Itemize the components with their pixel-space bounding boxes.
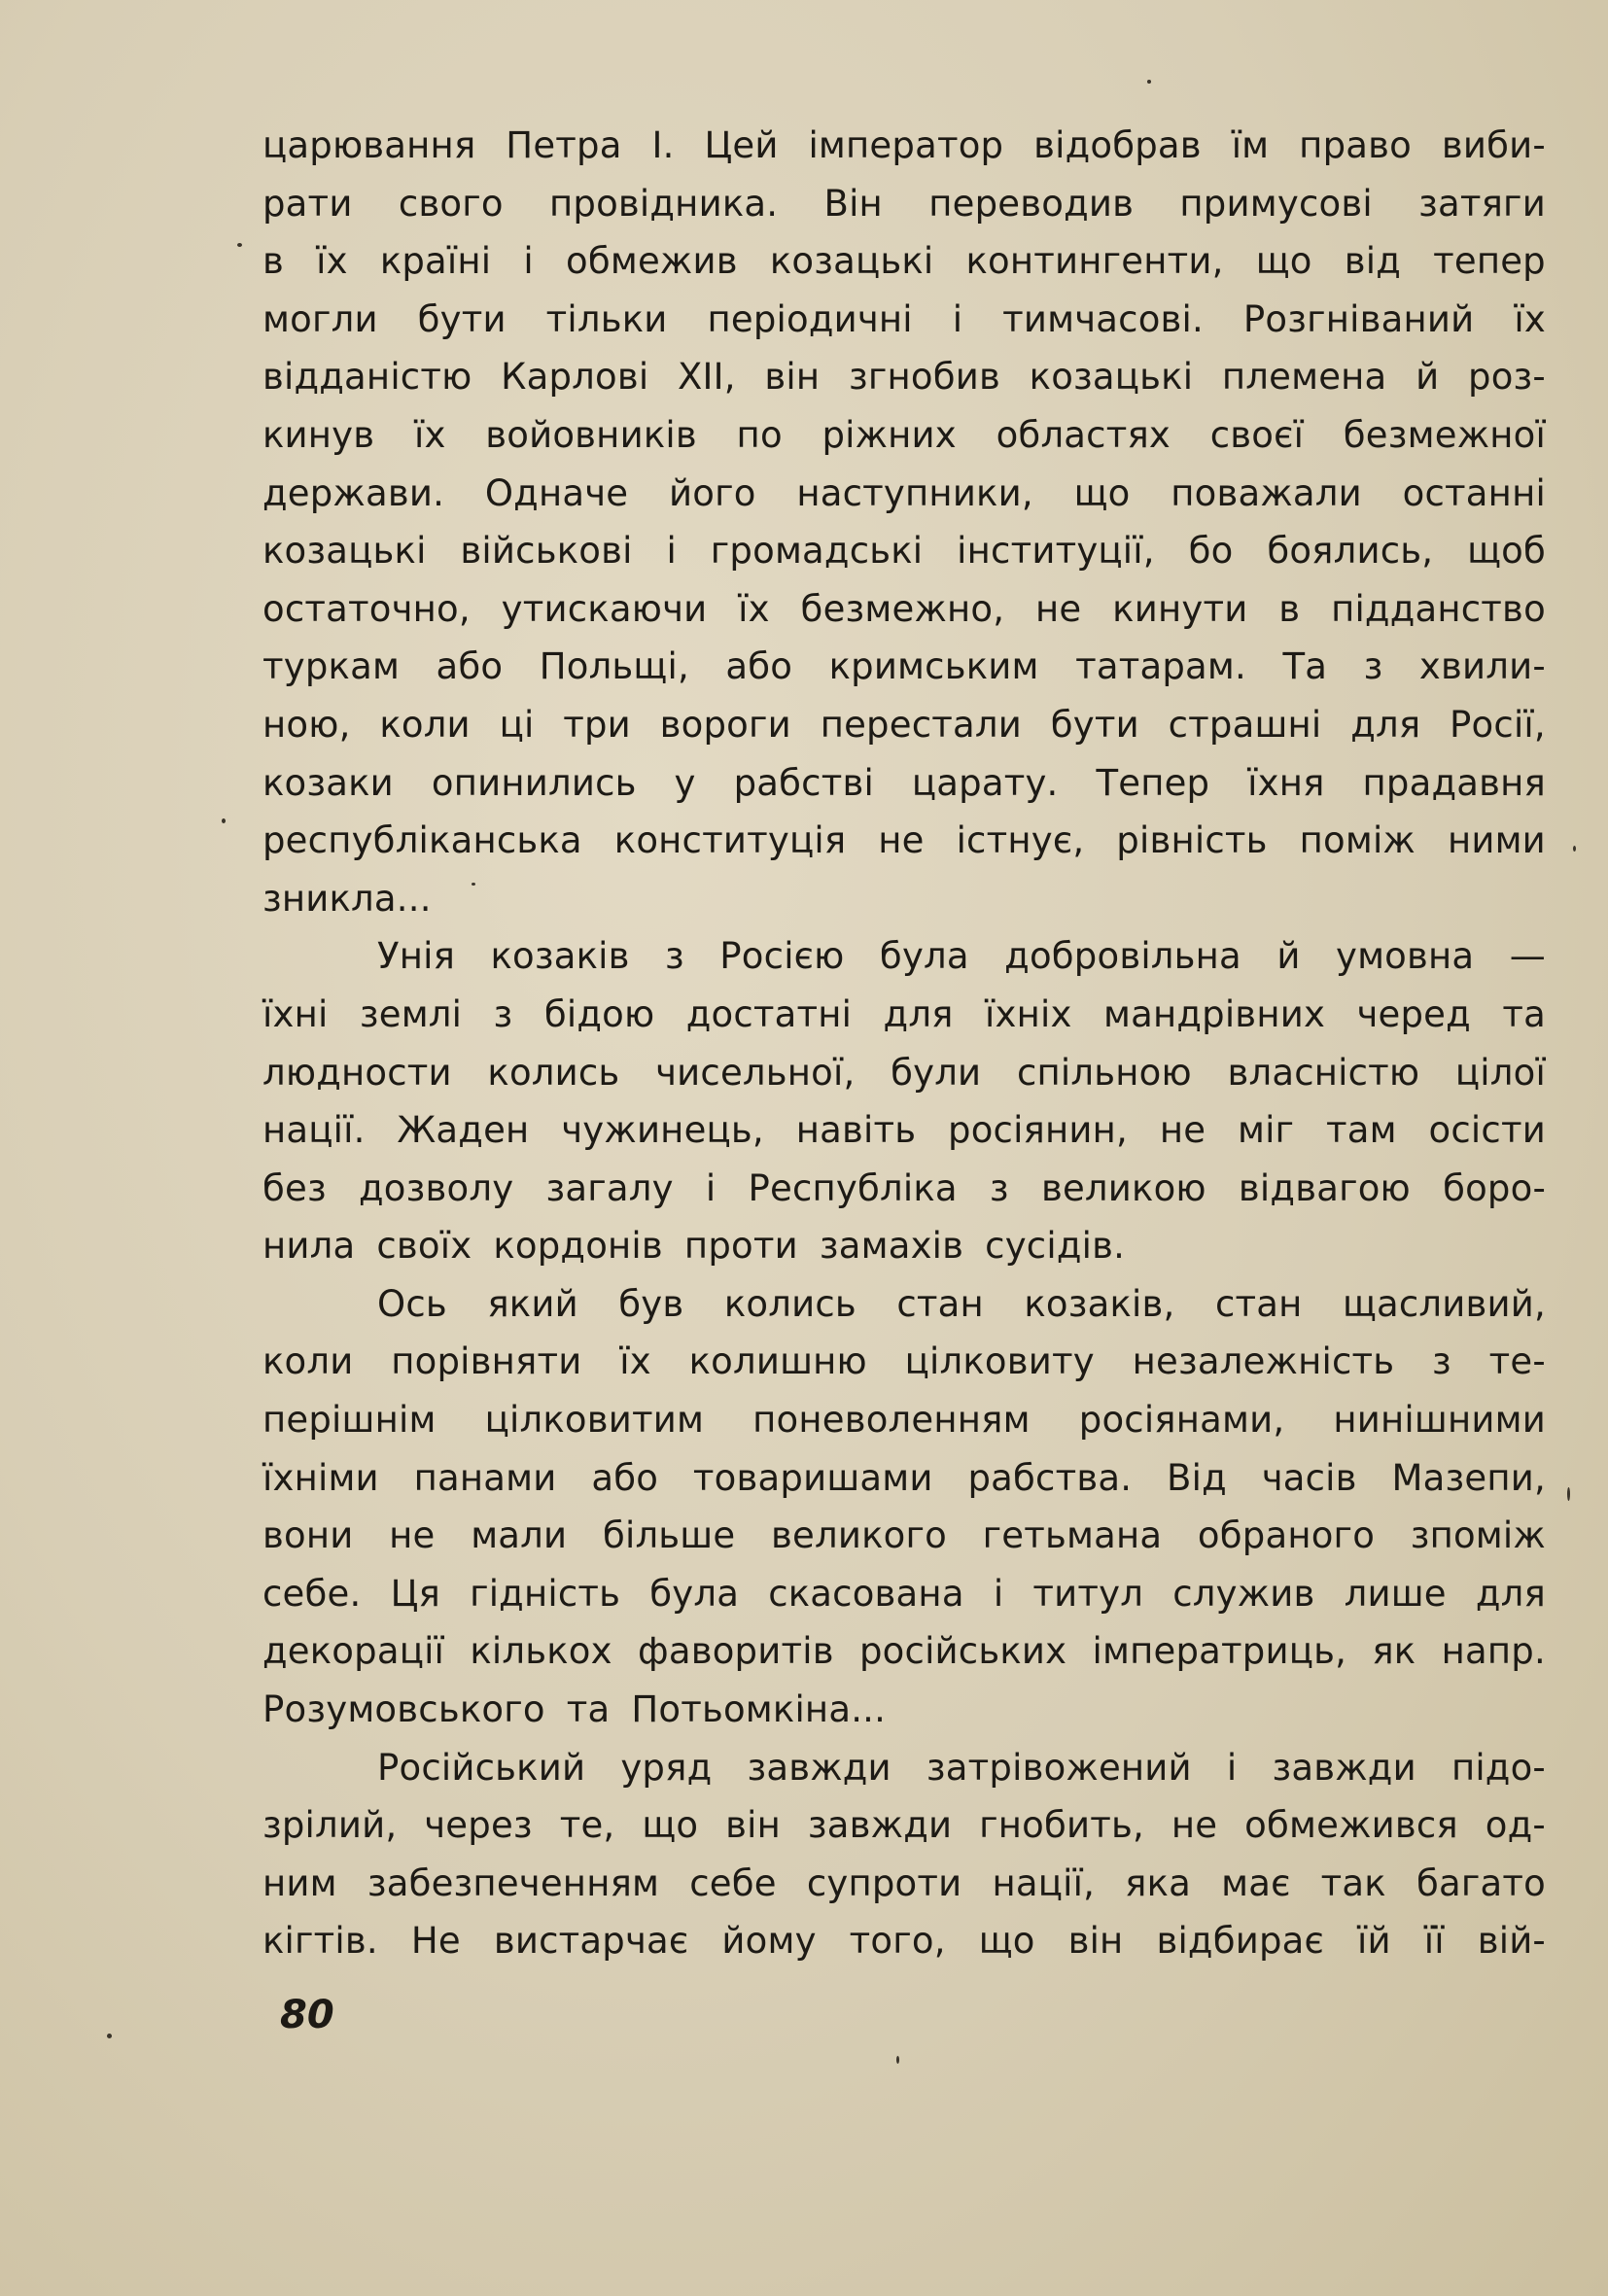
word: був [618,1282,684,1325]
word: або [591,1456,659,1499]
word: козацькі [1029,356,1194,399]
word: їх [316,240,348,283]
word: колись [487,1051,620,1094]
word: мандрівних [1102,992,1326,1035]
word: йому [721,1920,817,1963]
word: в [1278,587,1301,630]
word: бідою [543,992,655,1035]
word: їх [738,587,770,630]
word: колишню [688,1340,867,1383]
word: великого [771,1514,947,1557]
word: вони [262,1514,354,1557]
word: боро- [1443,1166,1546,1209]
word: бо [1188,530,1234,573]
word: утискаючи [501,587,708,630]
word: обмежив [565,240,738,283]
word: Від [1167,1456,1227,1499]
text-line [262,638,1546,696]
word: кігтів. [262,1920,378,1963]
word: цілковитим [484,1399,705,1442]
word: уряд [620,1746,713,1789]
word: козацькі [769,240,934,283]
word: мали [471,1514,568,1557]
word: громадські [710,530,924,573]
word: щасливий, [1342,1282,1546,1325]
word: гідність [470,1572,621,1615]
text-line [262,175,1546,233]
word: Та [1282,645,1328,688]
word: Ця [390,1572,440,1615]
text-line [262,1855,1546,1913]
word: примусові [1179,182,1373,225]
word: остаточно, [262,587,471,630]
word: або [436,645,504,688]
word: російських [859,1630,1067,1673]
print-speck [1147,80,1151,84]
word: того, [849,1920,946,1963]
text-line [262,291,1546,349]
word: чисельної, [655,1051,856,1094]
word: для [1475,1572,1546,1615]
word: у [674,761,696,804]
word: навіть [795,1109,917,1152]
word: те- [1488,1340,1546,1383]
word: дозволу [359,1166,514,1209]
word: не [878,819,925,862]
word: бути [417,297,507,340]
word: яка [1125,1861,1192,1904]
word: їхні [262,992,329,1035]
text-line [262,1507,1546,1565]
text-line [262,465,1546,523]
word: поважали [1171,471,1362,514]
word: конституція [613,819,847,862]
word: тільки [545,297,668,340]
word: Не [410,1920,461,1963]
word: своєї [1209,413,1305,456]
word: останні [1402,471,1546,514]
word: і [952,297,963,340]
word: цілковиту [904,1340,1095,1383]
word: й [1416,356,1440,399]
word: титул [1032,1572,1144,1615]
word: фаворитів [637,1630,834,1673]
word: їхніх [985,992,1072,1035]
word: їм [1231,124,1270,166]
word: не [1159,1109,1206,1152]
word: Петра [506,124,622,166]
word: черед [1356,992,1471,1035]
word: зрілий, [262,1804,398,1847]
word: з [989,1166,1009,1209]
word: або [725,645,793,688]
word: істнує, [956,819,1085,862]
text-line [262,1333,1546,1391]
word: зникла... [262,877,432,920]
text-line [262,1739,1546,1797]
word: підданство [1331,587,1546,630]
word: войовників [485,413,697,456]
text-line [262,696,1546,754]
word: козаки [262,761,394,804]
text-line [262,927,1546,986]
word: право [1299,124,1412,166]
word: ріжних [821,413,957,456]
word: що [642,1804,699,1847]
word: він [1067,1920,1124,1963]
text-line [262,1160,1546,1218]
word: без [262,1166,327,1209]
word: товаришами [692,1456,933,1499]
word: має [1221,1861,1291,1904]
word: вороги [659,703,791,746]
word: більше [602,1514,736,1557]
word: безмежної [1343,413,1546,456]
word: що [978,1920,1035,1963]
word: Мазепи, [1391,1456,1546,1499]
word: його [669,471,756,514]
word: добровільна [1004,935,1241,978]
word: не [389,1514,436,1557]
word: відобрав [1033,124,1202,166]
word: Жаден [397,1109,530,1152]
print-speck [237,243,242,247]
word: козацькі [262,530,427,573]
word: Польщі, [539,645,689,688]
word: їх [619,1340,651,1383]
word: відбирає [1156,1920,1325,1963]
word: Розумовського [262,1688,545,1731]
word: інституції, [957,530,1155,573]
text-line [262,1565,1546,1623]
print-speck [1573,846,1576,852]
word: Потьомкіна... [631,1688,887,1731]
word: не [1171,1804,1218,1847]
word: їй [1357,1920,1391,1963]
body-text [262,117,1546,1970]
word: там [1326,1109,1397,1152]
word: їхня [1247,761,1325,804]
word: проти [683,1225,798,1268]
text-line [262,1449,1546,1508]
word: нинішними [1333,1399,1546,1442]
word: сусідів. [985,1225,1126,1268]
word: те, [559,1804,615,1847]
word: нила [262,1225,356,1268]
word: що [1073,471,1131,514]
word: туркам [262,645,401,688]
word: і [523,240,534,283]
word: — [1509,935,1546,978]
word: поміж [1299,819,1416,862]
word: підо- [1451,1746,1546,1789]
word: завжди [1272,1746,1416,1789]
text-line [262,1681,1546,1739]
word: військові [460,530,633,573]
word: та [566,1688,611,1731]
word: республіканська [262,819,582,862]
word: панами [413,1456,557,1499]
word: опинились [431,761,637,804]
word: прадавня [1362,761,1546,804]
word: поневоленням [752,1399,1031,1442]
word: Він [823,182,883,225]
word: декорації [262,1630,445,1673]
word: з [665,935,684,978]
word: нації. [262,1109,366,1152]
text-line [262,117,1546,175]
word: міг [1237,1109,1295,1152]
text-line [262,1622,1546,1681]
word: коли [262,1340,354,1383]
word: що [1255,240,1312,283]
word: відданістю [262,356,472,399]
word: перішнім [262,1399,437,1442]
word: великою [1040,1166,1206,1209]
word: порівняти [391,1340,582,1383]
word: була [879,935,969,978]
word: страшні [1168,703,1322,746]
word: контингенти, [965,240,1224,283]
text-line [262,1217,1546,1275]
word: забезпеченням [367,1861,660,1904]
word: кордонів [493,1225,663,1268]
text-line [262,580,1546,639]
word: незалежність [1132,1340,1395,1383]
word: власністю [1227,1051,1420,1094]
text-line [262,1044,1546,1102]
word: лише [1344,1572,1447,1615]
word: зпоміж [1410,1514,1546,1557]
word: країні [379,240,492,283]
word: їх [1514,297,1546,340]
word: татарам. [1075,645,1246,688]
word: згнобив [848,356,1000,399]
word: росіянин, [948,1109,1129,1152]
print-speck [472,883,475,886]
word: рівність [1116,819,1268,862]
word: Унія [377,935,456,978]
text-line [262,348,1546,406]
page-number: 80 [280,1993,334,2037]
text-line [262,522,1546,580]
text-line [262,1275,1546,1334]
word: Росією [719,935,845,978]
word: царювання [262,124,476,166]
word: рати [262,182,353,225]
word: Одначе [484,471,629,514]
word: колись [723,1282,856,1325]
word: кримським [828,645,1039,688]
word: напр. [1441,1630,1546,1673]
word: Розгніваний [1242,297,1475,340]
word: вистарчає [493,1920,689,1963]
text-line [262,1391,1546,1449]
word: затрівожений [926,1746,1192,1789]
word: держави. [262,471,445,514]
word: І. [651,124,675,166]
word: завжди [807,1804,953,1847]
word: переводив [928,182,1135,225]
word: їх [413,413,446,456]
word: скасована [768,1572,964,1615]
word: достатні [685,992,853,1035]
word: Республіка [748,1166,958,1209]
word: стан [896,1282,984,1325]
word: XII, [677,356,736,399]
print-speck [896,2056,899,2064]
word: себе. [262,1572,362,1615]
word: і [1226,1746,1238,1789]
word: провідника. [549,182,779,225]
word: відвагою [1238,1166,1411,1209]
word: людности [262,1051,452,1094]
word: щоб [1467,530,1546,573]
text-line [262,1101,1546,1160]
word: він [764,356,821,399]
word: їхніми [262,1456,379,1499]
word: три [563,703,631,746]
word: хвили- [1418,645,1546,688]
word: гетьмана [982,1514,1163,1557]
word: Цей [704,124,779,166]
print-speck [107,2034,112,2038]
word: не [1035,587,1082,630]
word: гнобить, [979,1804,1144,1847]
word: ним [262,1861,337,1904]
word: себе [689,1861,777,1904]
word: виби- [1441,124,1546,166]
text-line [262,406,1546,465]
word: він [725,1804,781,1847]
word: рабстві [733,761,874,804]
text-line [262,986,1546,1044]
word: своїх [376,1225,472,1268]
word: тимчасові. [1002,297,1204,340]
word: в [262,240,285,283]
word: для [883,992,954,1035]
text-line [262,812,1546,870]
word: Російський [377,1746,586,1789]
word: кількох [470,1630,612,1673]
word: її [1423,1920,1445,1963]
word: кинути [1112,587,1248,630]
word: через [424,1804,533,1847]
word: по [736,413,783,456]
word: з [1363,645,1383,688]
word: могли [262,297,378,340]
word: областях [996,413,1171,456]
word: бути [1050,703,1139,746]
word: періодичні [707,297,913,340]
word: імператор [808,124,1004,166]
word: племена [1221,356,1387,399]
word: чужинець, [561,1109,764,1152]
word: так [1320,1861,1386,1904]
word: обраного [1197,1514,1376,1557]
word: обмежився [1244,1804,1458,1847]
print-speck [1567,1487,1570,1501]
word: цілої [1454,1051,1546,1094]
word: осісти [1428,1109,1546,1152]
text-line [262,1796,1546,1855]
word: як [1372,1630,1416,1673]
word: ною, [262,703,351,746]
word: боялись, [1267,530,1434,573]
word: вій- [1477,1920,1546,1963]
word: була [649,1572,740,1615]
word: царату. [911,761,1059,804]
word: загалу [545,1166,674,1209]
word: безмежно, [800,587,1005,630]
word: землі [359,992,463,1035]
word: Ось [377,1282,447,1325]
word: козаків, [1024,1282,1175,1325]
word: від [1344,240,1401,283]
word: були [891,1051,982,1094]
word: Росії, [1450,703,1546,746]
word: рабства. [967,1456,1133,1499]
word: Тепер [1096,761,1210,804]
word: свого [398,182,504,225]
word: часів [1261,1456,1357,1499]
word: й [1276,935,1301,978]
word: багато [1416,1861,1546,1904]
word: з [1432,1340,1451,1383]
word: козаків [490,935,630,978]
word: росіянами, [1078,1399,1285,1442]
word: і [666,530,677,573]
word: стан [1214,1282,1303,1325]
word: наступники, [796,471,1033,514]
word: та [1502,992,1546,1035]
word: супроти [806,1861,962,1904]
word: Карлові [501,356,649,399]
word: ці [499,703,535,746]
word: який [487,1282,578,1325]
word: і [993,1572,1004,1615]
word: ними [1447,819,1546,862]
word: кинув [262,413,375,456]
text-line [262,232,1546,291]
word: коли [379,703,471,746]
word: од- [1485,1804,1546,1847]
word: тепер [1433,240,1546,283]
text-line [262,754,1546,813]
word: служив [1172,1572,1315,1615]
word: завжди [747,1746,891,1789]
word: з [493,992,513,1035]
print-speck [222,818,226,823]
word: спільною [1016,1051,1192,1094]
word: нації, [992,1861,1096,1904]
word: імператриць, [1092,1630,1347,1673]
word: роз- [1468,356,1546,399]
text-line [262,1912,1546,1970]
word: і [705,1166,717,1209]
word: замахів [819,1225,964,1268]
text-line [262,870,1546,928]
word: для [1350,703,1421,746]
word: перестали [820,703,1022,746]
word: затяги [1418,182,1546,225]
word: умовна [1335,935,1475,978]
